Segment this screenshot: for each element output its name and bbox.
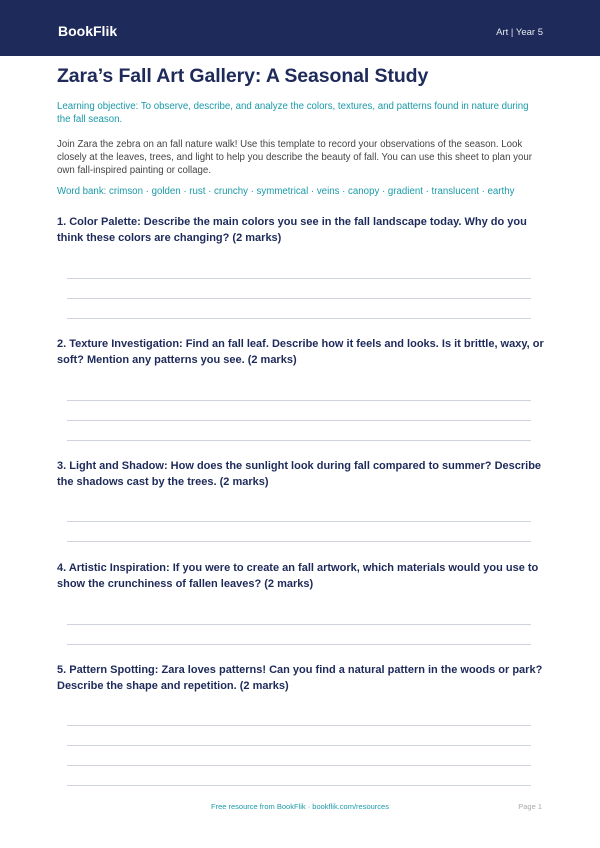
answer-line[interactable] xyxy=(67,298,531,299)
answer-line[interactable] xyxy=(67,278,531,279)
answer-line[interactable] xyxy=(67,745,531,746)
answer-line[interactable] xyxy=(67,420,531,421)
subject-year-label: Art | Year 5 xyxy=(496,27,543,38)
answer-line[interactable] xyxy=(67,644,531,645)
answer-line[interactable] xyxy=(67,400,531,401)
page-number: Page 1 xyxy=(518,802,542,811)
page-header xyxy=(0,0,600,56)
answer-line[interactable] xyxy=(67,440,531,441)
word-bank: Word bank: crimson · golden · rust · crunchy · symmetrical · veins · canopy · gradient · translucent · earthy xyxy=(57,186,515,197)
answer-line[interactable] xyxy=(67,765,531,766)
question-2: 2. Texture Investigation: Find an fall leaf. Describe how it feels and looks. Is it brittle, waxy, or soft? Mention any patterns you see. (2 marks) xyxy=(57,338,544,366)
answer-line[interactable] xyxy=(67,318,531,319)
answer-line[interactable] xyxy=(67,725,531,726)
question-1: 1. Color Palette: Describe the main colors you see in the fall landscape today. Why do you think these colors are changing? (2 marks) xyxy=(57,216,527,244)
learning-objective: Learning objective: To observe, describe, and analyze the colors, textures, and patterns found in nature during the fall season. xyxy=(57,101,529,125)
footer-resource-link[interactable]: Free resource from BookFlik · bookflik.com/resources xyxy=(211,802,389,811)
brand-logo: BookFlik xyxy=(58,23,118,39)
answer-line[interactable] xyxy=(67,785,531,786)
answer-line[interactable] xyxy=(67,624,531,625)
question-3: 3. Light and Shadow: How does the sunlight look during fall compared to summer? Describe the shadows cast by the trees. (2 marks) xyxy=(57,460,542,488)
intro-paragraph: Join Zara the zebra on an fall nature walk! Use this template to record your observations of the season. Look closely at the leaves, trees, and light to help you describe the beauty of fall. You can use this sheet to plan your own fall-inspired painting or collage. xyxy=(57,139,532,176)
answer-line[interactable] xyxy=(67,521,531,522)
question-4: 4. Artistic Inspiration: If you were to create an fall artwork, which materials would you use to show the crunchiness of fallen leaves? (2 marks) xyxy=(57,562,539,590)
question-5: 5. Pattern Spotting: Zara loves patterns! Can you find a natural pattern in the woods or park? Describe the shape and repetition. (2 marks) xyxy=(57,664,543,692)
page-title: Zara’s Fall Art Gallery: A Seasonal Study xyxy=(57,65,429,87)
answer-line[interactable] xyxy=(67,541,531,542)
